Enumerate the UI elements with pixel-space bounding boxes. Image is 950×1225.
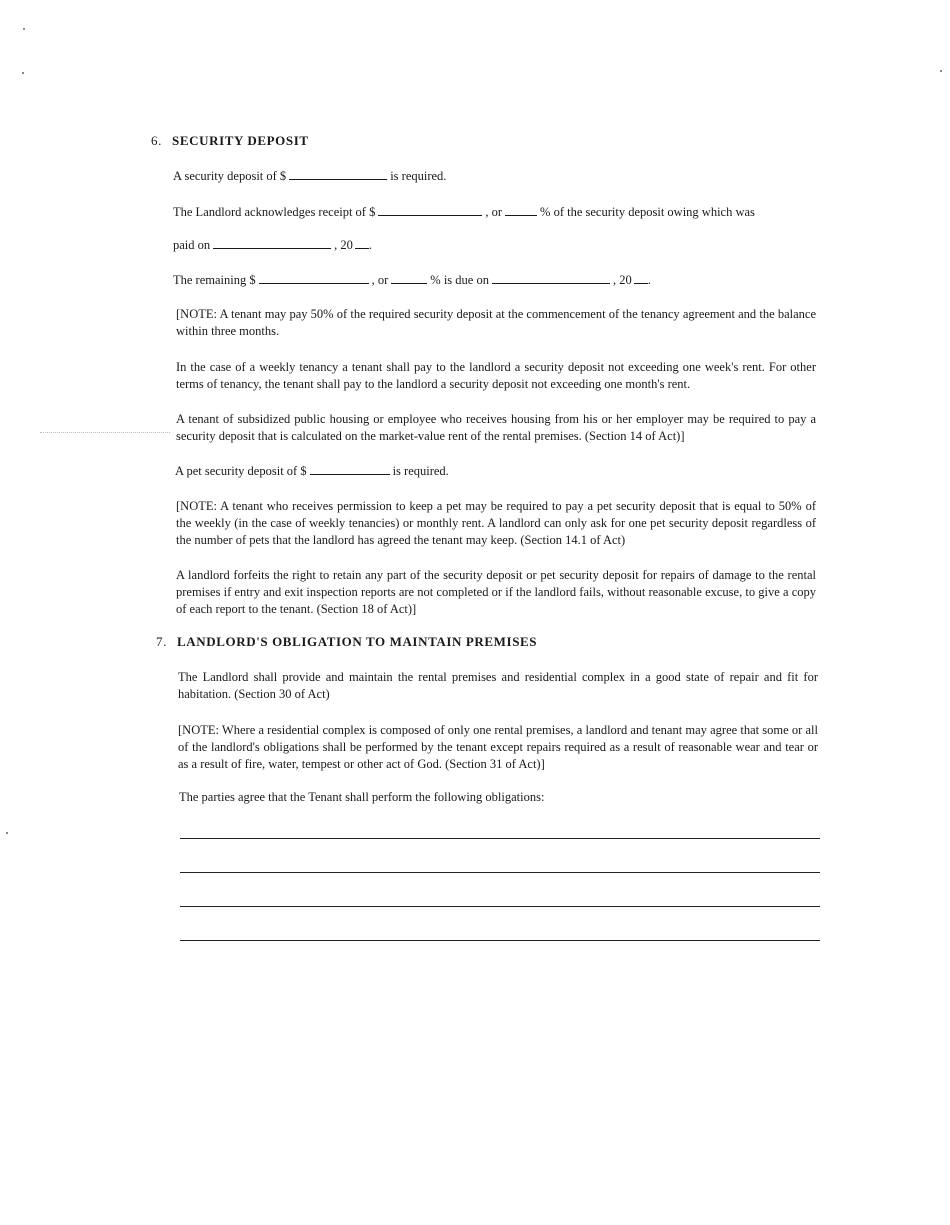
para-weekly-tenancy: In the case of a weekly tenancy a tenant shall pay to the landlord a security deposit not exceeding one week's rent. For other terms of tenancy, the tenant shall pay to the landlord a security deposit not exceeding one month's rent. <box>176 360 816 391</box>
paid-on-line <box>173 236 372 253</box>
remaining-percent-field[interactable] <box>391 271 427 284</box>
receipt-line <box>173 203 755 220</box>
section-6-number: 6. <box>151 133 162 148</box>
para-landlord-provide: The Landlord shall provide and maintain the rental premises and residential complex in a good state of repair and fit for habitation. (Section 30 of Act) <box>178 670 818 701</box>
section-7-number: 7. <box>156 634 167 649</box>
remaining-year-field[interactable] <box>634 271 648 284</box>
obligation-line-4[interactable] <box>180 940 820 941</box>
scan-speck <box>940 70 942 72</box>
note-residential-complex: [NOTE: Where a residential complex is composed of only one rental premises, a landlord and tenant may agree that some or all of the landlord's obligations shall be performed by the tenant except repairs required as a result of reasonable wear and tear or as a result of fire, water, tempest or other act of God. (Section 31 of Act)] <box>178 723 818 771</box>
paid-on-date-field[interactable] <box>213 236 331 249</box>
scan-speck <box>23 28 25 30</box>
remaining-due-label: % is due on <box>430 273 489 287</box>
deposit-amount-field[interactable] <box>289 167 387 180</box>
remaining-or-label: , or <box>371 273 389 287</box>
paid-year-field[interactable] <box>355 236 369 249</box>
deposit-required-label: is required. <box>390 169 447 183</box>
deposit-label: A security deposit of $ <box>173 169 287 183</box>
receipt-percent-label: % of the security deposit owing which was <box>540 205 755 219</box>
pet-deposit-required-label: is required. <box>392 464 449 478</box>
obligation-line-1[interactable] <box>180 838 820 839</box>
note-pet-deposit: [NOTE: A tenant who receives permission to keep a pet may be required to pay a pet security deposit that is equal to 50% of the weekly (in the case of weekly tenancies) or monthly rent. A landlord can only ask for one pet security deposit regardless of the number of pets that the landlord has agreed the tenant may keep. (Section 14.1 of Act) <box>176 499 816 547</box>
section-7-title: LANDLORD'S OBLIGATION TO MAINTAIN PREMISES <box>177 634 538 649</box>
remaining-due-date-field[interactable] <box>492 271 610 284</box>
receipt-percent-field[interactable] <box>505 203 537 216</box>
deposit-line <box>173 167 446 184</box>
pet-deposit-amount-field[interactable] <box>310 462 390 475</box>
remaining-period: . <box>647 273 651 287</box>
remaining-line <box>173 271 651 288</box>
remaining-year-prefix: , 20 <box>612 273 632 287</box>
section-6-heading <box>151 133 309 149</box>
receipt-amount-field[interactable] <box>378 203 482 216</box>
obligation-line-3[interactable] <box>180 906 820 907</box>
pet-deposit-line <box>175 462 449 479</box>
scan-speck <box>6 832 8 834</box>
para-subsidized-housing: A tenant of subsidized public housing or employee who receives housing from his or her employer may be required to pay a security deposit that is calculated on the market-value rent of the rental premises. (Section 14 of Act)] <box>176 412 816 443</box>
obligation-line-2[interactable] <box>180 872 820 873</box>
section-7-heading <box>156 634 537 650</box>
paid-on-label: paid on <box>173 238 211 252</box>
scan-artifact-dots <box>40 432 170 433</box>
note-security-deposit-installments: [NOTE: A tenant may pay 50% of the required security deposit at the commencement of the tenancy agreement and the balance within three months. <box>176 307 816 338</box>
remaining-label: The remaining $ <box>173 273 256 287</box>
receipt-label: The Landlord acknowledges receipt of $ <box>173 205 376 219</box>
section-6-title: SECURITY DEPOSIT <box>172 133 309 148</box>
scan-speck <box>22 72 24 74</box>
paid-year-prefix: , 20 <box>334 238 353 252</box>
tenant-obligations-intro: The parties agree that the Tenant shall perform the following obligations: <box>179 790 545 804</box>
paid-period: . <box>368 238 373 252</box>
pet-deposit-label: A pet security deposit of $ <box>175 464 307 478</box>
receipt-or-label: , or <box>485 205 503 219</box>
remaining-amount-field[interactable] <box>259 271 369 284</box>
para-forfeit: A landlord forfeits the right to retain any part of the security deposit or pet security deposit for repairs of damage to the rental premises if entry and exit inspection reports are not completed or if the landlord fails, without reasonable excuse, to give a copy of each report to the tenant. (Section 18 of Act)] <box>176 568 816 616</box>
